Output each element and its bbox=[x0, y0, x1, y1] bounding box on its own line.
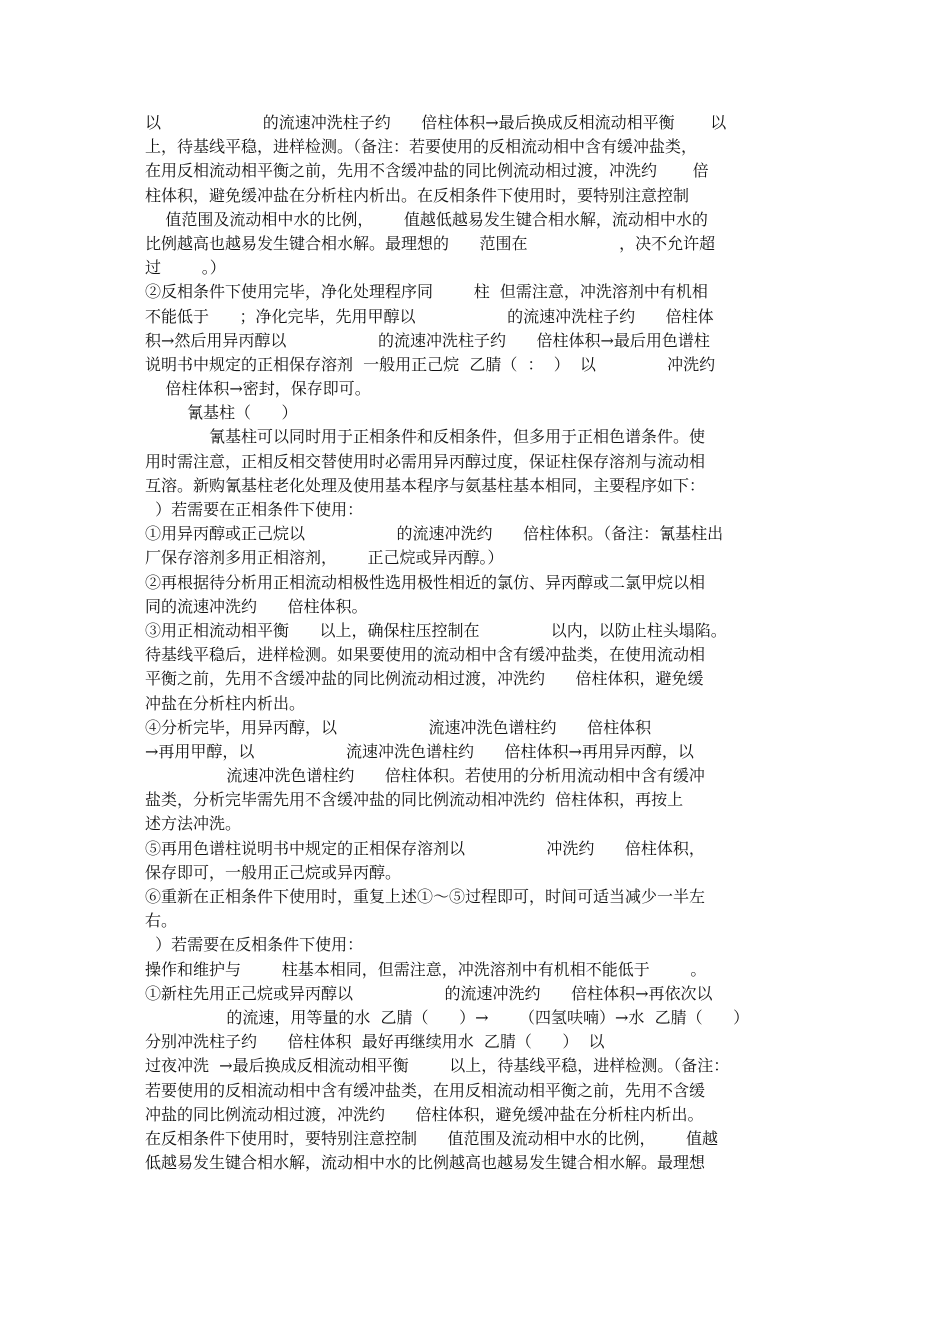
text-line: 低越易发生键合相水解，流动相中水的比例越高也越易发生键合相水解。最理想 bbox=[145, 1153, 706, 1173]
text-line: ⑥重新在正相条件下使用时，重复上述①～⑤过程即可，时间可适当减少一半左 bbox=[145, 887, 706, 906]
text-line: 倍柱体积→密封，保存即可。 bbox=[145, 379, 371, 399]
text-line: 盐类，分析完毕需先用不含缓冲盐的同比例流动相冲洗约 倍柱体积，再按上 bbox=[145, 790, 684, 810]
text-line: 冲盐的同比例流动相过渡，冲洗约 倍柱体积，避免缓冲盐在分析柱内析出。 bbox=[145, 1104, 704, 1124]
text-line: 过 。） bbox=[145, 258, 226, 278]
text-line: →再用甲醇，以 流速冲洗色谱柱约 倍柱体积→再用异丙醇，以 bbox=[145, 741, 694, 761]
text-line: ⑤再用色谱柱说明书中规定的正相保存溶剂以 冲洗约 倍柱体积， bbox=[145, 838, 705, 858]
text-line: ②再根据待分析用正相流动相极性选用极性相近的氯仿、异丙醇或二氯甲烷以相 bbox=[145, 572, 706, 592]
text-line: 不能低于 ；净化完毕，先用甲醇以 的流速冲洗柱子约 倍柱体 bbox=[145, 306, 714, 326]
text-line: 柱体积，避免缓冲盐在分析柱内析出。在反相条件下使用时，要特别注意控制 bbox=[145, 185, 690, 205]
text-line: 右。 bbox=[145, 911, 178, 931]
text-line: 用时需注意，正相反相交替使用时必需用异丙醇过度，保证柱保存溶剂与流动相 bbox=[145, 451, 706, 471]
text-line: ）若需要在反相条件下使用： bbox=[145, 935, 364, 955]
text-line: 在用反相流动相平衡之前，先用不含缓冲盐的同比例流动相过渡，冲洗约 倍 bbox=[145, 161, 709, 181]
text-line: 操作和维护与 柱基本相同，但需注意，冲洗溶剂中有机相不能低于 。 bbox=[145, 959, 707, 979]
text-line: ①新柱先用正己烷或异丙醇以 的流速冲洗约 倍柱体积→再依次以 bbox=[145, 983, 713, 1003]
text-line: 比例越高也越易发生键合相水解。最理想的 范围在 ，决不允许超 bbox=[145, 233, 716, 253]
document-body bbox=[145, 111, 815, 1175]
text-line: 氰基柱可以同时用于正相条件和反相条件，但多用于正相色谱条件。使 bbox=[209, 427, 706, 447]
text-line: 的流速，用等量的水 乙腈（ ）→ （四氢呋喃）→水 乙腈（ ） bbox=[145, 1007, 750, 1027]
text-line: 分别冲洗柱子约 倍柱体积 最好再继续用水 乙腈（ ） 以 bbox=[145, 1032, 605, 1052]
text-line: 积→然后用异丙醇以 的流速冲洗柱子约 倍柱体积→最后用色谱柱 bbox=[145, 330, 710, 350]
text-line: 在反相条件下使用时，要特别注意控制 值范围及流动相中水的比例， 值越 bbox=[145, 1128, 719, 1148]
text-line: ）若需要在正相条件下使用： bbox=[145, 500, 364, 519]
text-line: 平衡之前，先用不含缓冲盐的同比例流动相过渡，冲洗约 倍柱体积，避免缓 bbox=[145, 669, 704, 689]
text-line: 同的流速冲洗约 倍柱体积。 bbox=[145, 596, 368, 616]
text-line: 保存即可，一般用正己烷或异丙醇。 bbox=[145, 862, 402, 882]
text-line: 说明书中规定的正相保存溶剂 一般用正己烷 乙腈（ ： ） 以 冲洗约 bbox=[145, 354, 716, 374]
text-line: ③用正相流动相平衡 以上，确保柱压控制在 以内，以防止柱头塌陷。 bbox=[145, 620, 727, 640]
text-line: ①用异丙醇或正己烷以 的流速冲洗约 倍柱体积。（备注：氰基柱出 bbox=[145, 524, 724, 544]
text-line: 厂保存溶剂多用正相溶剂， 正己烷或异丙醇。） bbox=[145, 548, 504, 568]
text-line: 过夜冲洗 →最后换成反相流动相平衡 以上，待基线平稳，进样检测。（备注： bbox=[145, 1056, 730, 1076]
text-line: 以 的流速冲洗柱子约 倍柱体积→最后换成反相流动相平衡 以 bbox=[145, 113, 727, 132]
text-line: 待基线平稳后，进样检测。如果要使用的流动相中含有缓冲盐类，在使用流动相 bbox=[145, 645, 706, 665]
section-heading: 氰基柱（ ） bbox=[187, 403, 298, 423]
text-line: ②反相条件下使用完毕，净化处理程序同 柱 但需注意，冲洗溶剂中有机相 bbox=[145, 282, 708, 302]
text-line: 冲盐在分析柱内析出。 bbox=[145, 693, 306, 713]
text-line: 上，待基线平稳，进样检测。（备注：若要使用的反相流动相中含有缓冲盐类， bbox=[145, 137, 698, 157]
text-line: 述方法冲洗。 bbox=[145, 814, 242, 834]
text-line: 流速冲洗色谱柱约 倍柱体积。若使用的分析用流动相中含有缓冲 bbox=[145, 766, 705, 786]
text-line: 若要使用的反相流动相中含有缓冲盐类，在用反相流动相平衡之前，先用不含缓 bbox=[145, 1080, 706, 1100]
text-line: 互溶。新购氰基柱老化处理及使用基本程序与氨基柱基本相同，主要程序如下： bbox=[145, 475, 706, 495]
text-line: ④分析完毕，用异丙醇，以 流速冲洗色谱柱约 倍柱体积 bbox=[145, 717, 652, 737]
text-line: 值范围及流动相中水的比例， 值越低越易发生键合相水解，流动相中水的 bbox=[145, 209, 708, 229]
